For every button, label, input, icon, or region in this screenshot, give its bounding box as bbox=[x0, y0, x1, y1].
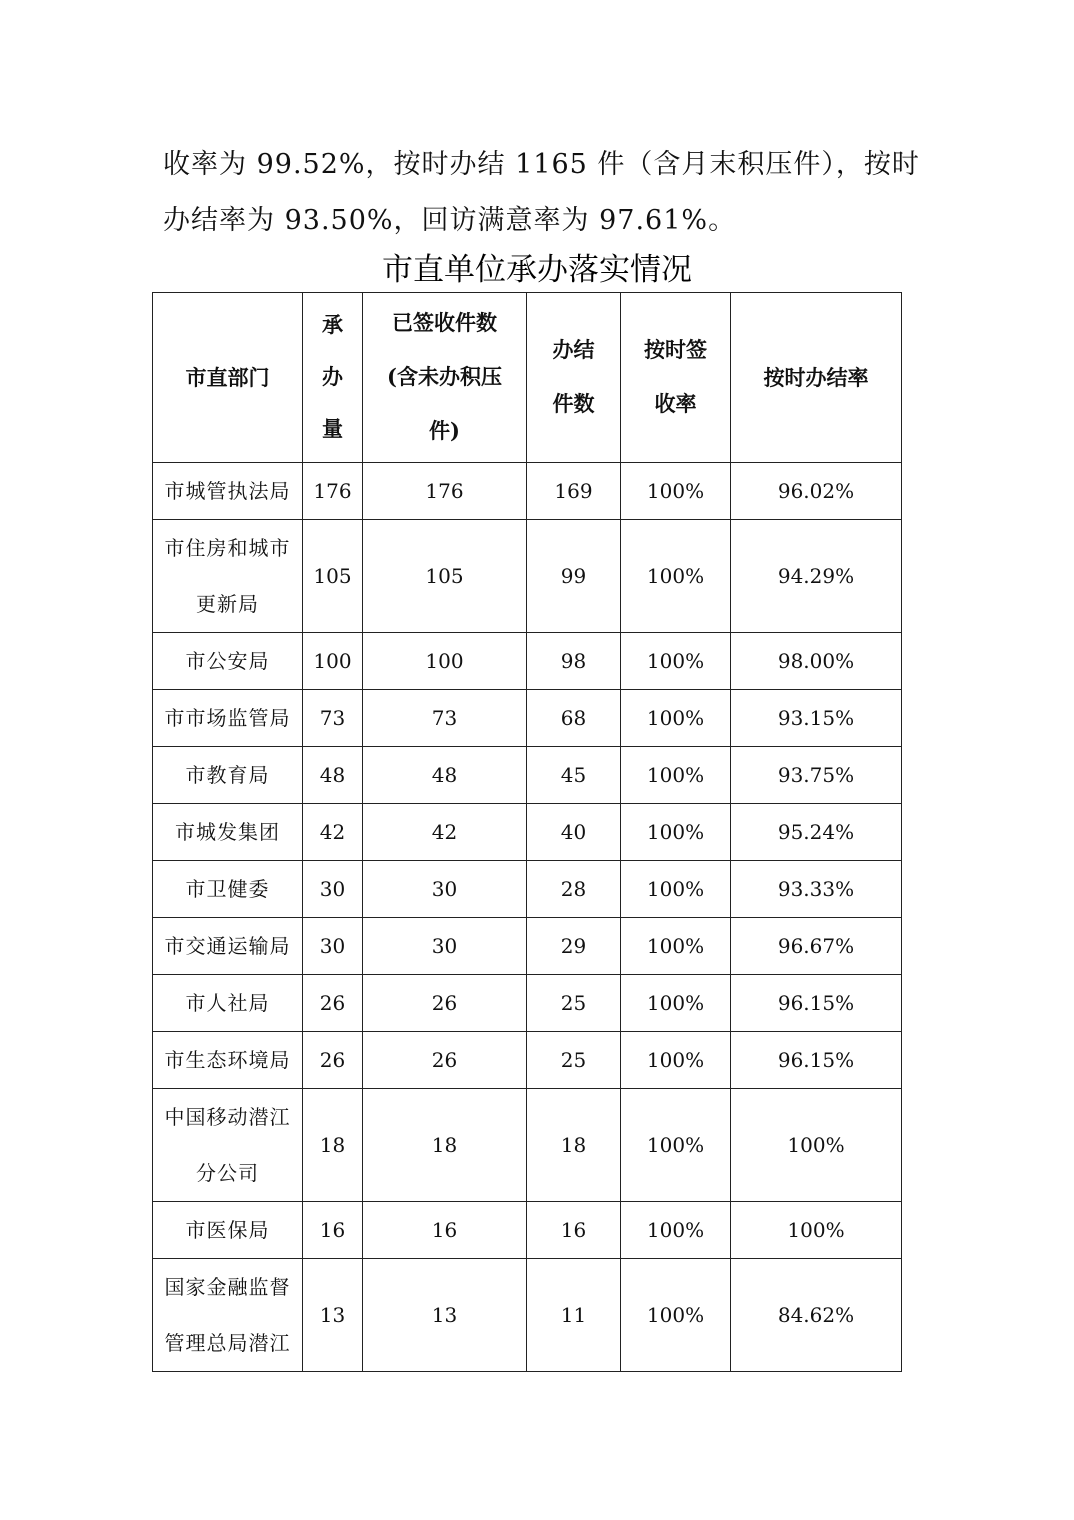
table-title: 市直单位承办落实情况 bbox=[382, 252, 692, 288]
cell-volume: 42 bbox=[303, 804, 363, 861]
table-header-row bbox=[153, 293, 902, 463]
cell-done-rate: 98.00% bbox=[731, 633, 902, 690]
cell-dept: 国家金融监督 管理总局潜江 bbox=[153, 1259, 303, 1372]
cell-sign-rate: 100% bbox=[621, 633, 731, 690]
cell-signed: 48 bbox=[363, 747, 527, 804]
cell-sign-rate: 100% bbox=[621, 1202, 731, 1259]
cell-sign-rate: 100% bbox=[621, 747, 731, 804]
cell-dept: 市城管执法局 bbox=[153, 463, 303, 520]
cell-done-rate: 96.02% bbox=[731, 463, 902, 520]
header-signed: 已签收件数 (含未办积压 件) bbox=[363, 293, 527, 463]
cell-signed: 18 bbox=[363, 1089, 527, 1202]
cell-done-rate: 96.67% bbox=[731, 918, 902, 975]
cell-sign-rate: 100% bbox=[621, 861, 731, 918]
cell-sign-rate: 100% bbox=[621, 1089, 731, 1202]
cell-volume: 105 bbox=[303, 520, 363, 633]
table-row bbox=[153, 633, 902, 690]
cell-sign-rate: 100% bbox=[621, 520, 731, 633]
cell-done-rate: 93.75% bbox=[731, 747, 902, 804]
cell-completed: 98 bbox=[527, 633, 621, 690]
cell-done-rate: 84.62% bbox=[731, 1259, 902, 1372]
cell-volume: 100 bbox=[303, 633, 363, 690]
cell-sign-rate: 100% bbox=[621, 918, 731, 975]
cell-completed: 99 bbox=[527, 520, 621, 633]
cell-sign-rate: 100% bbox=[621, 804, 731, 861]
cell-volume: 30 bbox=[303, 918, 363, 975]
cell-dept: 中国移动潜江 分公司 bbox=[153, 1089, 303, 1202]
table-row bbox=[153, 861, 902, 918]
table-row bbox=[153, 747, 902, 804]
table-row bbox=[153, 463, 902, 520]
cell-signed: 73 bbox=[363, 690, 527, 747]
cell-volume: 16 bbox=[303, 1202, 363, 1259]
cell-signed: 30 bbox=[363, 861, 527, 918]
cell-done-rate: 96.15% bbox=[731, 975, 902, 1032]
cell-dept: 市人社局 bbox=[153, 975, 303, 1032]
cell-completed: 28 bbox=[527, 861, 621, 918]
cell-completed: 18 bbox=[527, 1089, 621, 1202]
cell-dept: 市生态环境局 bbox=[153, 1032, 303, 1089]
cell-done-rate: 93.33% bbox=[731, 861, 902, 918]
cell-done-rate: 94.29% bbox=[731, 520, 902, 633]
cell-signed: 26 bbox=[363, 1032, 527, 1089]
cell-volume: 13 bbox=[303, 1259, 363, 1372]
table-row bbox=[153, 975, 902, 1032]
table-row bbox=[153, 918, 902, 975]
cell-dept: 市教育局 bbox=[153, 747, 303, 804]
cell-volume: 26 bbox=[303, 975, 363, 1032]
cell-dept: 市公安局 bbox=[153, 633, 303, 690]
cell-completed: 16 bbox=[527, 1202, 621, 1259]
cell-dept: 市市场监管局 bbox=[153, 690, 303, 747]
cell-completed: 40 bbox=[527, 804, 621, 861]
cell-completed: 68 bbox=[527, 690, 621, 747]
intro-paragraph-line-1: 收率为 99.52%，按时办结 1165 件（含月末积压件），按时 bbox=[163, 149, 920, 180]
cell-dept: 市卫健委 bbox=[153, 861, 303, 918]
table-row bbox=[153, 1032, 902, 1089]
cell-signed: 105 bbox=[363, 520, 527, 633]
cell-completed: 29 bbox=[527, 918, 621, 975]
table-row bbox=[153, 804, 902, 861]
cell-volume: 30 bbox=[303, 861, 363, 918]
header-ontime-done-rate: 按时办结率 bbox=[731, 293, 902, 463]
cell-signed: 30 bbox=[363, 918, 527, 975]
cell-done-rate: 100% bbox=[731, 1202, 902, 1259]
table-row bbox=[153, 1089, 902, 1202]
cell-volume: 73 bbox=[303, 690, 363, 747]
cell-done-rate: 93.15% bbox=[731, 690, 902, 747]
cell-dept: 市交通运输局 bbox=[153, 918, 303, 975]
cell-completed: 11 bbox=[527, 1259, 621, 1372]
cell-completed: 45 bbox=[527, 747, 621, 804]
table-row bbox=[153, 1202, 902, 1259]
cell-sign-rate: 100% bbox=[621, 1032, 731, 1089]
cell-volume: 48 bbox=[303, 747, 363, 804]
cell-done-rate: 95.24% bbox=[731, 804, 902, 861]
cell-sign-rate: 100% bbox=[621, 1259, 731, 1372]
cell-signed: 13 bbox=[363, 1259, 527, 1372]
cell-signed: 176 bbox=[363, 463, 527, 520]
cell-volume: 176 bbox=[303, 463, 363, 520]
cell-dept: 市住房和城市 更新局 bbox=[153, 520, 303, 633]
department-performance-table bbox=[152, 292, 902, 1372]
table-row bbox=[153, 1259, 902, 1372]
cell-done-rate: 100% bbox=[731, 1089, 902, 1202]
cell-sign-rate: 100% bbox=[621, 975, 731, 1032]
cell-signed: 16 bbox=[363, 1202, 527, 1259]
cell-completed: 25 bbox=[527, 1032, 621, 1089]
header-ontime-sign-rate: 按时签 收率 bbox=[621, 293, 731, 463]
header-completed: 办结 件数 bbox=[527, 293, 621, 463]
cell-signed: 26 bbox=[363, 975, 527, 1032]
cell-volume: 26 bbox=[303, 1032, 363, 1089]
cell-sign-rate: 100% bbox=[621, 463, 731, 520]
cell-sign-rate: 100% bbox=[621, 690, 731, 747]
cell-completed: 169 bbox=[527, 463, 621, 520]
cell-volume: 18 bbox=[303, 1089, 363, 1202]
cell-signed: 100 bbox=[363, 633, 527, 690]
cell-dept: 市城发集团 bbox=[153, 804, 303, 861]
cell-dept: 市医保局 bbox=[153, 1202, 303, 1259]
cell-signed: 42 bbox=[363, 804, 527, 861]
cell-done-rate: 96.15% bbox=[731, 1032, 902, 1089]
header-dept: 市直部门 bbox=[153, 293, 303, 463]
intro-paragraph-line-2: 办结率为 93.50%，回访满意率为 97.61%。 bbox=[163, 205, 737, 236]
table-row bbox=[153, 520, 902, 633]
header-volume: 承办量 bbox=[303, 293, 363, 463]
table-row bbox=[153, 690, 902, 747]
cell-completed: 25 bbox=[527, 975, 621, 1032]
